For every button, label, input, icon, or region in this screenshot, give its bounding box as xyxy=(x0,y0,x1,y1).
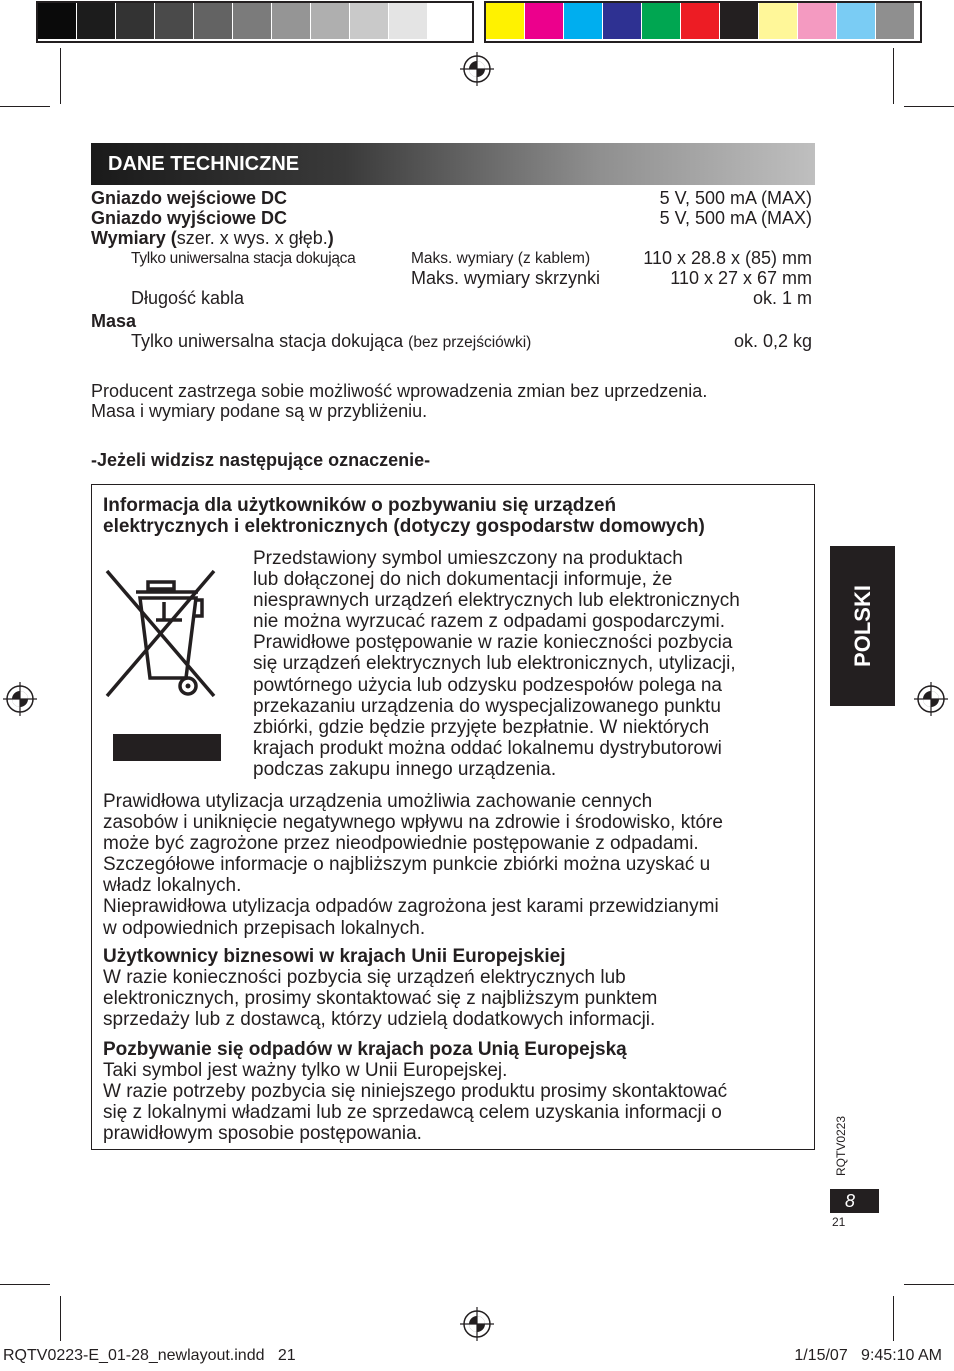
crop-mark xyxy=(60,1296,61,1341)
grayscale-color-bar xyxy=(36,1,474,43)
outside-eu-paragraph xyxy=(103,1060,727,1144)
color-swatch xyxy=(681,3,720,39)
color-swatch xyxy=(233,3,272,39)
color-swatch xyxy=(525,3,564,39)
outside-text-line: W razie potrzeby pozbycia się niniejszego produktu prosimy skontaktować xyxy=(103,1081,728,1103)
spec-mass-item-label: Tylko uniwersalna stacja dokująca (bez przejściówki) xyxy=(131,331,532,351)
color-swatch xyxy=(876,3,915,39)
symbol-text-line: powtórnego użycia lub odzysku podzespołów polega na xyxy=(253,674,722,696)
symbol-text-line: lub dołączonej do nich dokumentacji informuje, że xyxy=(253,569,673,591)
spec-cable-length-label: Długość kabla xyxy=(131,288,245,308)
crop-mark xyxy=(60,48,61,104)
page-number: 8 xyxy=(830,1189,879,1213)
spec-dock-only-label: Tylko uniwersalna stacja dokująca xyxy=(131,250,356,267)
crop-mark xyxy=(904,1284,954,1285)
spec-dimensions-label: Wymiary (szer. x wys. x głęb.) xyxy=(91,228,334,248)
registration-mark-icon xyxy=(3,682,37,716)
benefit-text-line: może być zagrożone przez nieodpowiednie postępowanie z odpadami. xyxy=(103,833,699,855)
color-swatch xyxy=(837,3,876,39)
color-swatch xyxy=(311,3,350,39)
spec-max-dims-cable-value: 110 x 28.8 x (85) mm xyxy=(643,248,812,268)
outside-text-line: Taki symbol jest ważny tylko w Unii Europejskej. xyxy=(103,1060,508,1081)
color-swatch xyxy=(155,3,194,39)
document-code: RQTV0223 xyxy=(834,1115,848,1176)
spec-input-label: Gniazdo wejściowe DC xyxy=(91,188,288,208)
symbol-text-line: się urządzeń elektrycznych lub elektronicznych, utylizacji, xyxy=(253,653,736,675)
language-tab-label: POLSKI xyxy=(849,585,875,667)
spec-output-value: 5 V, 500 mA (MAX) xyxy=(659,208,812,228)
symbol-text-line: Przedstawiony symbol umieszczony na produktach xyxy=(253,548,683,569)
spec-output-label: Gniazdo wyjściowe DC xyxy=(91,208,288,228)
business-paragraph xyxy=(103,967,657,1030)
language-tab xyxy=(830,546,895,706)
info-box-title: elektrycznych i elektronicznych (dotyczy gospodarstw domowych) xyxy=(103,516,705,537)
registration-mark-icon xyxy=(914,682,948,716)
color-swatch xyxy=(798,3,837,39)
color-swatch xyxy=(564,3,603,39)
color-swatch xyxy=(272,3,311,39)
spec-mass-value: ok. 0,2 kg xyxy=(733,331,812,351)
business-text-line: elektronicznych, prosimy skontaktować się z najbliższym punktem xyxy=(103,988,658,1010)
color-swatch xyxy=(720,3,759,39)
benefit-text-line: Szczegółowe informacje o najbliższym punkcie zbiórki można uzyskać u xyxy=(103,854,711,876)
spec-max-dims-cable-label: Maks. wymiary (z kablem) xyxy=(411,250,591,267)
disclaimer-line: Producent zastrzega sobie możliwość wprowadzenia zmian bez uprzedzenia. xyxy=(91,381,708,401)
color-swatch xyxy=(116,3,155,39)
outside-text-line: prawidłowym sposobie postępowania. xyxy=(103,1123,422,1145)
benefit-text-line: Prawidłowa utylizacja urządzenia umożliwia zachowanie cennych xyxy=(103,791,653,812)
spec-max-dims-box-label: Maks. wymiary skrzynki xyxy=(411,268,601,288)
business-text-line: W razie konieczności pozbycia się urządzeń elektrycznych lub xyxy=(103,967,626,988)
crop-mark xyxy=(0,1284,50,1285)
disposal-info-box xyxy=(91,484,815,1150)
crop-mark xyxy=(893,1296,894,1341)
business-text-line: sprzedaży lub z dostawcą, którzy udzielą dodatkowych informacji. xyxy=(103,1009,656,1031)
section-header-bar xyxy=(91,143,815,185)
symbol-text-line: krajach produkt można oddać lokalnemu dystrybutorowi xyxy=(253,737,722,759)
crossed-out-wheelie-bin-icon xyxy=(102,568,222,763)
color-swatch xyxy=(642,3,681,39)
outside-text-line: się z lokalnymi władzami lub ze sprzedawcą celem uzyskania informacji o xyxy=(103,1102,722,1124)
benefit-text-line: zasobów i uniknięcie negatywnego wpływu na zdrowie i środowisko, które xyxy=(103,812,723,834)
outside-eu-heading: Pozbywanie się odpadów w krajach poza Unią Europejską xyxy=(103,1039,627,1060)
spec-max-dims-box-value: 110 x 27 x 67 mm xyxy=(670,268,812,288)
registration-mark-icon xyxy=(460,52,494,86)
sheet-number: 21 xyxy=(832,1215,846,1229)
symbol-text-line: Prawidłowe postępowanie w razie konieczności pozbycia xyxy=(253,632,733,654)
benefit-text-line: Nieprawidłowa utylizacja odpadów zagrożona jest karami przewidzianymi xyxy=(103,896,719,918)
color-swatch xyxy=(603,3,642,39)
spec-mass-label: Masa xyxy=(91,311,137,331)
footer-file-name: RQTV0223-E_01-28_newlayout.indd 21 xyxy=(3,1347,296,1364)
color-swatch xyxy=(77,3,116,39)
process-color-bar xyxy=(484,1,922,43)
benefit-text-line: władz lokalnych. xyxy=(103,875,242,897)
color-swatch xyxy=(38,3,77,39)
spec-cable-length-value: ok. 1 m xyxy=(752,288,812,308)
section-title: DANE TECHNICZNE xyxy=(108,153,300,175)
crop-mark xyxy=(893,48,894,104)
symbol-explanation xyxy=(253,548,740,780)
spec-input-value: 5 V, 500 mA (MAX) xyxy=(659,188,812,208)
benefit-paragraph xyxy=(103,791,723,939)
benefit-text-line: w odpowiednich przepisach lokalnych. xyxy=(103,917,426,939)
business-heading: Użytkownicy biznesowi w krajach Unii Europejskiej xyxy=(103,946,566,967)
color-swatch xyxy=(194,3,233,39)
crop-mark xyxy=(0,106,50,107)
color-swatch xyxy=(428,3,467,39)
symbol-text-line: przekazaniu urządzenia do wyspecjalizowanego punktu xyxy=(253,695,721,717)
color-swatch xyxy=(486,3,525,39)
crop-mark xyxy=(904,106,954,107)
color-swatch xyxy=(759,3,798,39)
color-swatch xyxy=(389,3,428,39)
symbol-text-line: niesprawnych urządzeń elektrycznych lub elektronicznych xyxy=(253,590,740,612)
symbol-text-line: zbiórki, gdzie będzie przyjęte bezpłatnie. W niektórych xyxy=(253,716,710,738)
symbol-text-line: podczas zakupu innego urządzenia. xyxy=(253,758,557,780)
footer-timestamp: 1/15/07 9:45:10 AM xyxy=(794,1347,942,1364)
symbol-text-line: nie można wyrzucać razem z odpadami gospodarczymi. xyxy=(253,611,726,633)
disclaimer-line: Masa i wymiary podane są w przybliżeniu. xyxy=(91,401,428,421)
color-swatch xyxy=(350,3,389,39)
symbol-heading: -Jeżeli widzisz następujące oznaczenie- xyxy=(91,450,431,470)
registration-mark-icon xyxy=(460,1307,494,1341)
info-box-title: Informacja dla użytkowników o pozbywaniu się urządzeń xyxy=(103,495,617,516)
